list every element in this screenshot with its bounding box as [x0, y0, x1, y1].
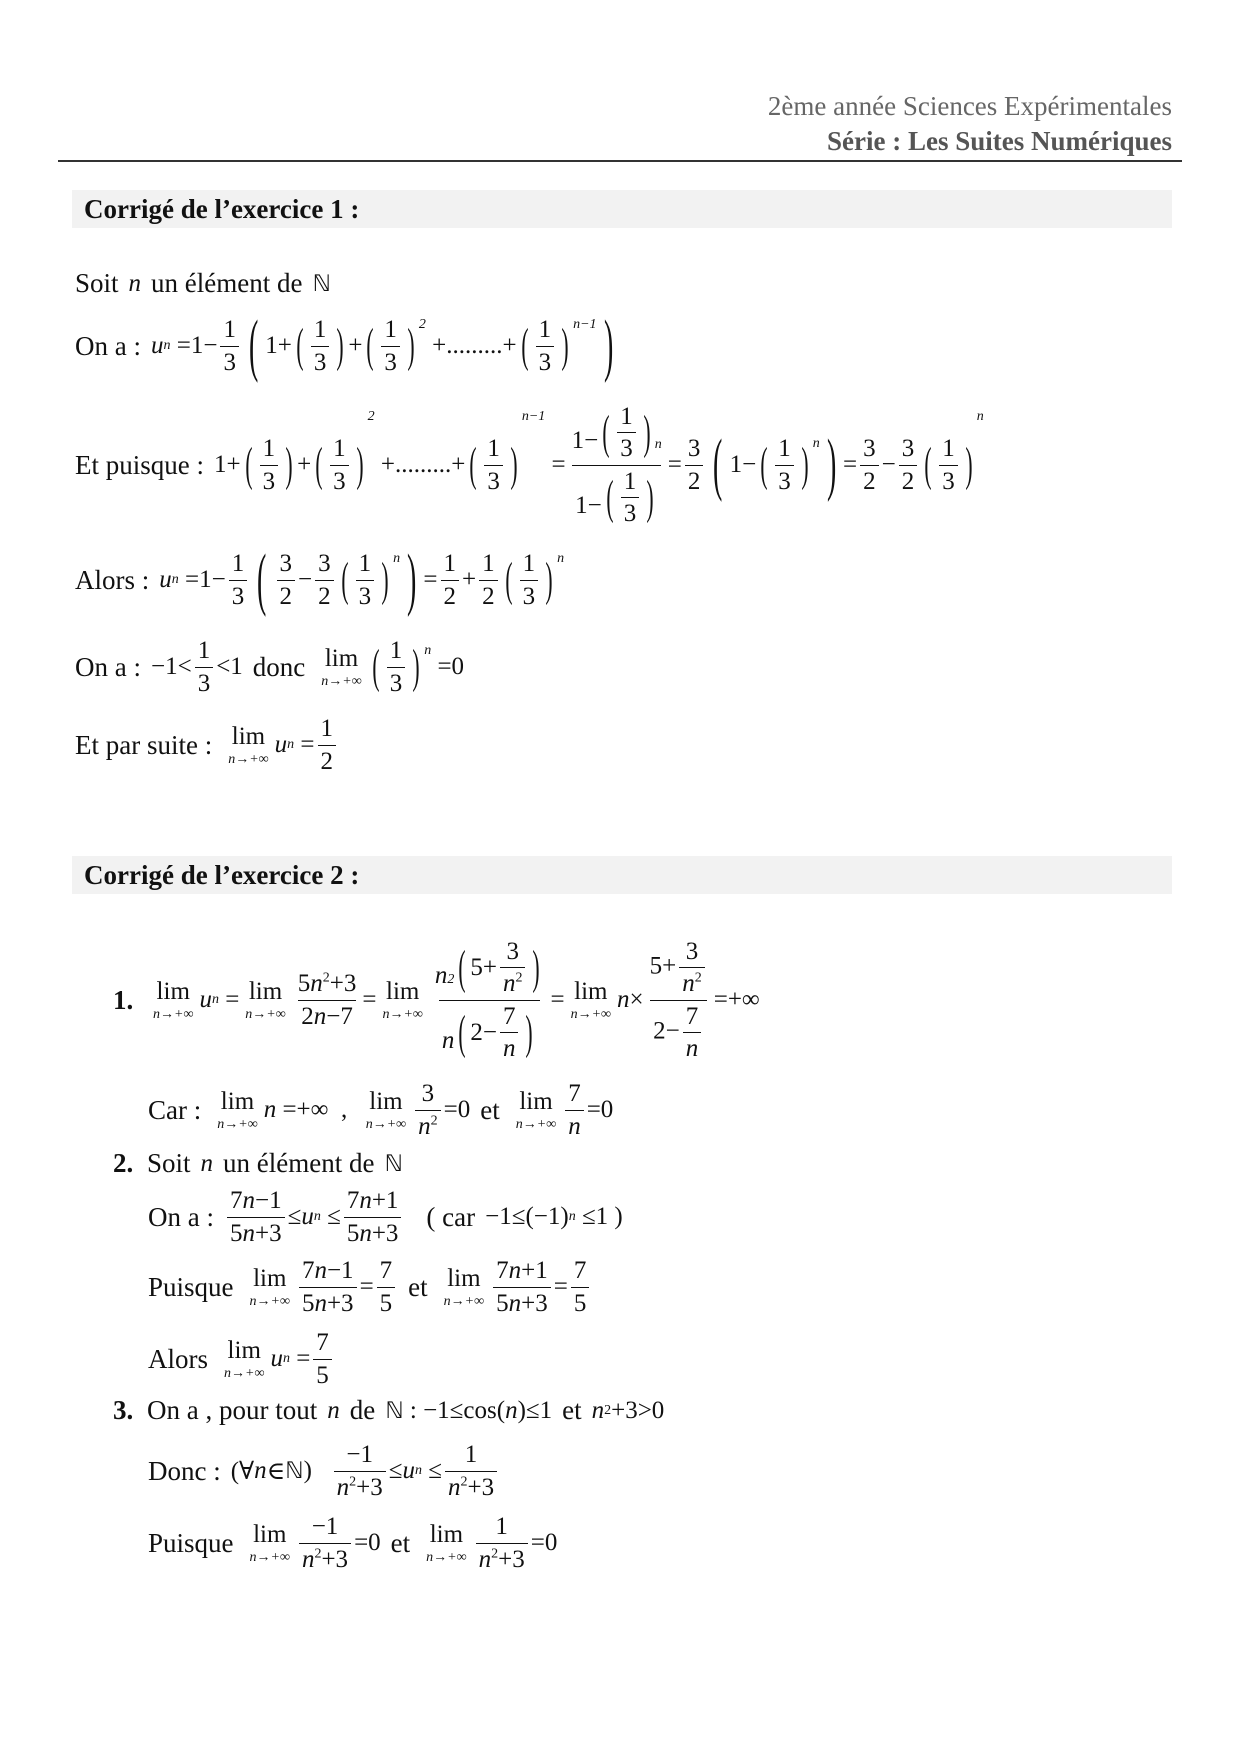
ex2-heading: Corrigé de l’exercice 2 : [72, 856, 1172, 894]
ex1-un-simplified: Alors : u n =1− $\frac{1}{3}$ ( $\frac{3}{2}$ − $\frac{3}{2}$ ( $\frac{1}{3}$ ) n ) = $\frac{1}{2}$ + $\frac{1}{2}$ ( $\frac{1}{3}$ ) n [75, 541, 565, 618]
ex2-alors: Alors [148, 1343, 208, 1374]
ex1-heading: Corrigé de l’exercice 1 : [72, 190, 1172, 228]
ex2-et-4: et [390, 1527, 411, 1558]
ex2-et-3: et [562, 1395, 582, 1425]
ex1-intro-suffix: un élément de [151, 268, 303, 298]
ex2-puisque-2: Puisque [148, 1527, 234, 1558]
ex2-soit-suffix: un élément de [223, 1148, 375, 1178]
ex2-item-2-conclusion: Alors lim n→+∞ u n = $\frac{7}{5}$ [148, 1324, 335, 1394]
ex2-item-2: 2. Soit n un élément de ℕ [113, 1148, 403, 1178]
ex1-geometric-sum: Et puisque : 1+ ( $\frac{1}{3}$ ) + ( $\frac{1}{3}$ ) 2 +.........+ ( $\frac{1}{3}$ ) n−1 = 1− ( $\frac{1}{3}$ ) n 1− ( $\frac{1}{3}$ ) = $\frac{3}{2}$ ( 1− ( $\frac{1}{3}$ ) n ) = $\frac{3}{2}$ − $\frac{3}{2}$ ( $\frac{1}{3}$ ) n [75, 402, 984, 527]
header-title: Série : Les Suites Numériques [827, 126, 1172, 156]
ex2-item-3-number: 3. [113, 1395, 134, 1425]
ex1-limit-power: On a : −1< $\frac{1}{3}$ <1 donc lim n→+∞ ( $\frac{1}{3}$ ) n =0 [75, 637, 465, 697]
ex2-car: Car : [148, 1094, 202, 1125]
ex2-item-1: 1. lim n→+∞ u n = lim n→+∞ $\frac{5n^2+3}{2n-7}$ = lim n→+∞ n2 ( 5+ $\frac{3}{n^2}$ ) n ( 2− $\frac{7}{n}$ ) = lim n→+∞ n × 5+ $\frac{3}{n^2}$ 2− $\frac{7}{n}$ =+∞ [113, 937, 760, 1062]
ex2-item-2-limits: Puisque lim n→+∞ $\frac{7n-1}{5n+3}$ = $\frac{7}{5}$ et lim n→+∞ $\frac{7n+1}{5n+3}$ = $\frac{7}{5}$ [148, 1252, 592, 1322]
ex1-intro: Soit n un élément de ℕ [75, 268, 331, 298]
page-header [768, 88, 1172, 158]
ex2-et-1: et [480, 1094, 500, 1125]
ex1-on-a2: On a : [75, 651, 141, 682]
header-subtitle: 2ème année Sciences Expérimentales [767, 91, 1172, 121]
ex2-on-a: On a : [148, 1201, 214, 1232]
ex1-et-puisque: Et puisque : [75, 449, 204, 480]
ex2-item-2-bounds: On a : $\frac{7n-1}{5n+3}$ ≤ u n ≤ $\frac{7n+1}{5n+3}$ ( car −1≤(−1) n ≤1 ) [148, 1187, 623, 1247]
ex1-conclusion: Et par suite : lim n→+∞ u n = $\frac{1}{2}$ [75, 710, 339, 780]
ex1-intro-prefix: Soit [75, 268, 119, 298]
ex2-item-1-reason: Car : lim n→+∞ n =+∞ , lim n→+∞ $\frac{3}{n^2}$ =0 et lim n→+∞ $\frac{7}{n}$ =0 [148, 1080, 614, 1140]
ex1-on-a: On a : [75, 330, 141, 361]
ex2-soit-prefix: Soit [147, 1148, 191, 1178]
ex2-donc: Donc : [148, 1455, 221, 1486]
ex2-item-1-number: 1. [113, 984, 134, 1015]
ex1-un-definition: On a : u n =1− $\frac{1}{3}$ ( 1+ ( $\frac{1}{3}$ ) + ( $\frac{1}{3}$ ) 2 +.........+ ( $\frac{1}{3}$ ) n−1 ) [75, 307, 613, 384]
ex2-item-3-bounds: Donc : (∀ n ∈ ℕ ) $\frac{-1}{n^2+3}$ ≤ u n ≤ $\frac{1}{n^2+3}$ [148, 1436, 500, 1506]
ex2-item-2-number: 2. [113, 1148, 134, 1178]
ex2-on-a-pour-tout: On a , pour tout [147, 1395, 318, 1425]
ex1-donc: donc [252, 651, 306, 682]
ex2-puisque-1: Puisque [148, 1271, 234, 1302]
ex2-et-2: et [408, 1271, 428, 1302]
ex2-car-paren: ( car [426, 1201, 476, 1232]
ex2-de: de [349, 1395, 376, 1425]
ex1-alors: Alors : [75, 564, 150, 595]
ex2-item-3: 3. On a , pour tout n de ℕ : −1≤cos( n )≤1 et n 2 +3>0 [113, 1395, 665, 1425]
ex2-item-3-limits: Puisque lim n→+∞ $\frac{-1}{n^2+3}$ =0 et lim n→+∞ $\frac{1}{n^2+3}$ =0 [148, 1513, 558, 1573]
ex1-par-suite: Et par suite : [75, 729, 213, 760]
header-divider [58, 160, 1182, 162]
